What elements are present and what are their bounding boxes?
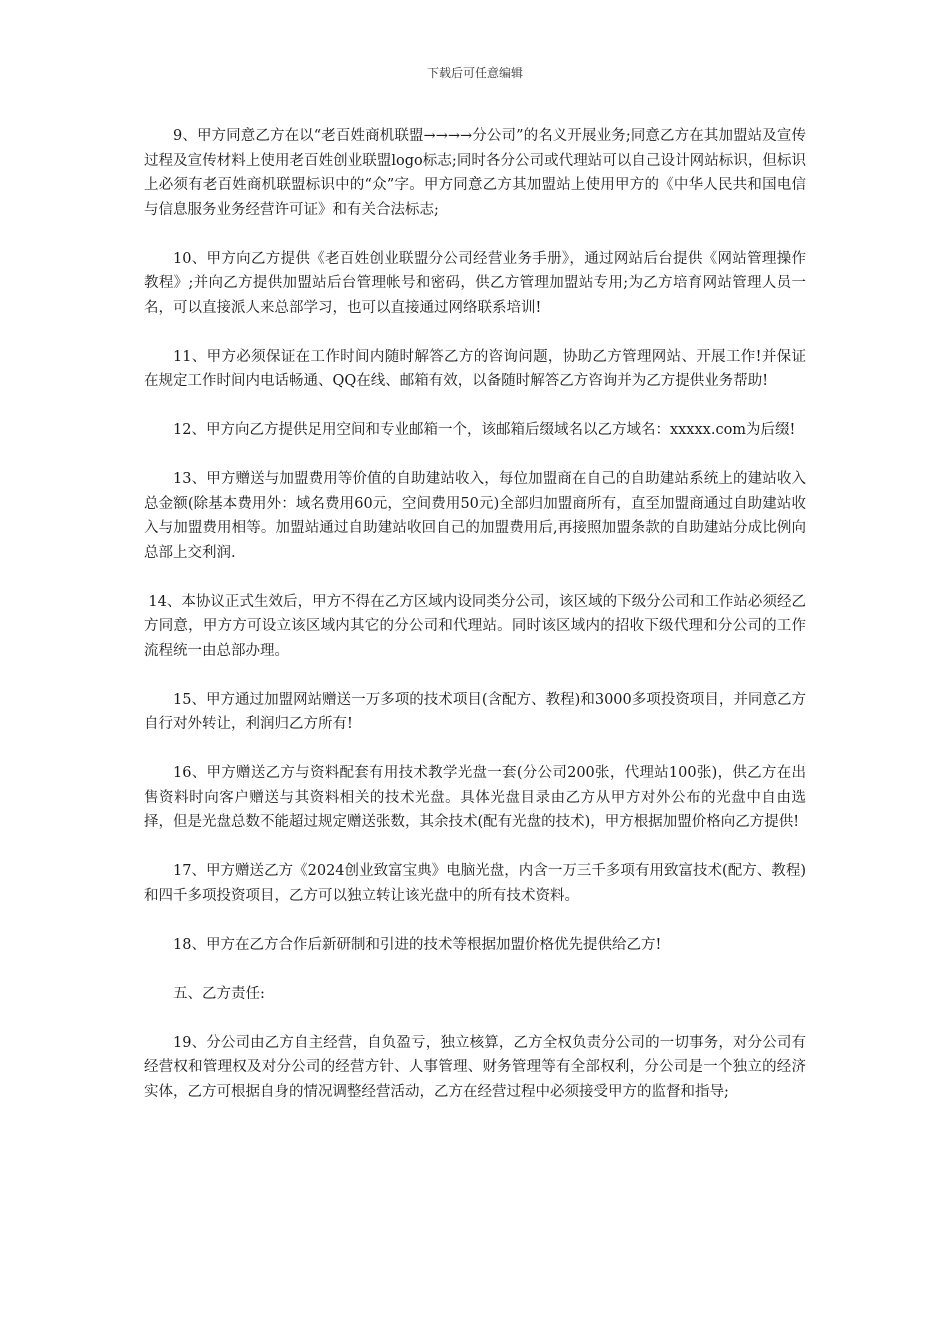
clause-12: 12、甲方向乙方提供足用空间和专业邮箱一个，该邮箱后缀域名以乙方域名：xxxxx.com为后缀! [173,422,796,438]
clause-10: 10、甲方向乙方提供《老百姓创业联盟分公司经营业务手册》，通过网站后台提供《网站管理操作教程》;并向乙方提供加盟站后台管理帐号和密码，供乙方管理加盟站专用;为乙方培育网站管理人员一名，可以直接派人来总部学习，也可以直接通过网络联系培训! [144,250,806,316]
clause-18: 18、甲方在乙方合作后新研制和引进的技术等根据加盟价格优先提供给乙方! [173,936,662,953]
clause-17: 17、甲方赠送乙方《2024创业致富宝典》电脑光盘，内含一万三千多项有用致富技术(配方、教程)和四千多项投资项目，乙方可以独立转让该光盘中的所有技术资料。 [144,863,806,904]
clause-11: 11、甲方必须保证在工作时间内随时解答乙方的咨询问题，协助乙方管理网站、开展工作!并保证在规定工作时间内电话畅通、QQ在线、邮箱有效，以备随时解答乙方咨询并为乙方提供业务帮助! [144,348,806,389]
clause-19: 19、分公司由乙方自主经营，自负盈亏，独立核算，乙方全权负责分公司的一切事务，对分公司有经营权和管理权及对分公司的经营方针、人事管理、财务管理等有全部权利，分公司是一个独立的经济实体，乙方可根据自身的情况调整经营活动，乙方在经营过程中必须接受甲方的监督和指导; [144,1034,806,1100]
clause-13: 13、甲方赠送与加盟费用等价值的自助建站收入，每位加盟商在自己的自助建站系统上的建站收入总金额(除基本费用外：域名费用60元，空间费用50元)全部归加盟商所有，直至加盟商通过自助建站收入与加盟费用相等。加盟站通过自助建站收回自己的加盟费用后,再接照加盟条款的自助建站分成比例向总部上交利润. [144,471,806,561]
clause-9: 9、甲方同意乙方在以“老百姓商机联盟→→→→分公司”的名义开展业务;同意乙方在其加盟站及宣传过程及宣传材料上使用老百姓创业联盟logo标志;同时各分公司或代理站可以自己设计网站标识，但标识上必须有老百姓商机联盟标识中的“众”字。甲方同意乙方其加盟站上使用甲方的《中华人民共和国电信与信息服务业务经营许可证》和有关合法标志; [144,128,806,218]
clause-15: 15、甲方通过加盟网站赠送一万多项的技术项目(含配方、教程)和3000多项投资项目，并同意乙方自行对外转让，利润归乙方所有! [144,691,806,732]
clause-16: 16、甲方赠送乙方与资料配套有用技术教学光盘一套(分公司200张，代理站100张)，供乙方在出售资料时向客户赠送与其资料相关的技术光盘。具体光盘目录由乙方从甲方对外公布的光盘中自由选择，但是光盘总数不能超过规定赠送张数，其余技术(配有光盘的技术)，甲方根据加盟价格向乙方提供! [144,765,806,830]
page-header: 下载后可任意编辑 [426,66,523,80]
document-body [144,124,806,1129]
section-heading: 五、乙方责任: [173,985,265,1002]
clause-14: 14、本协议正式生效后，甲方不得在乙方区域内设同类分公司，该区域的下级分公司和工作站必须经乙方同意，甲方方可设立该区域内其它的分公司和代理站。同时该区域内的招收下级代理和分公司的工作流程统一由总部办理。 [144,593,806,659]
